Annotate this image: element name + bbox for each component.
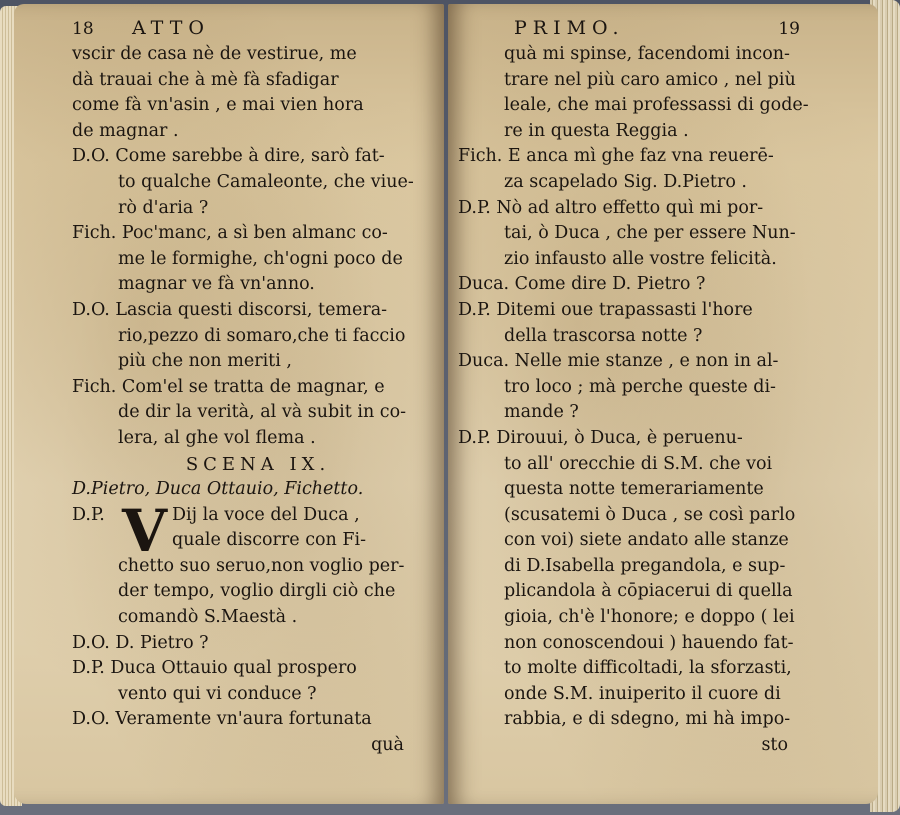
text-line: D.P. Ditemi oue trapassasti l'hore — [458, 299, 753, 320]
running-head: ATTO — [132, 17, 210, 39]
text-line: D.P. Nò ad altro effetto quì mi por- — [458, 197, 764, 218]
text-line: con voi) siete andato alle stanze — [504, 530, 789, 551]
text-line: D.O. D. Pietro ? — [72, 632, 209, 653]
drop-capital: V — [122, 496, 168, 565]
text-line: leale, che mai professassi di gode- — [504, 95, 809, 116]
text-line: rabbia, e di sdegno, mi hà impo- — [504, 709, 791, 730]
text-line: trare nel più caro amico , nel più — [504, 69, 796, 90]
text-line: dà trauai che à mè fà sfadigar — [72, 69, 339, 90]
text-line: magnar ve fà vn'anno. — [118, 274, 315, 295]
text-line: D.O. Come sarebbe à dire, sarò fat- — [72, 146, 385, 167]
catchword: sto — [761, 735, 788, 756]
text-line: mande ? — [504, 402, 579, 423]
text-line: zio infausto alle vostre felicità. — [504, 248, 777, 269]
running-head: PRIMO. — [514, 17, 625, 39]
catchword: quà — [371, 735, 404, 756]
text-line: de magnar . — [72, 120, 179, 141]
text-line: to molte difficoltadi, la sforzasti, — [504, 658, 792, 679]
text-line: (scusatemi ò Duca , se così parlo — [504, 504, 796, 525]
page-number: 19 — [778, 19, 800, 39]
text-line: vento qui vi conduce ? — [118, 683, 317, 704]
text-line: chetto suo seruo,non voglio per- — [118, 555, 405, 576]
text-line: di D.Isabella pregandola, e sup- — [504, 555, 786, 576]
text-line: comandò S.Maestà . — [118, 607, 298, 628]
text-line: Fich. Poc'manc, a sì ben almanc co- — [72, 223, 388, 244]
left-page — [14, 4, 444, 804]
text-line: della trascorsa notte ? — [504, 325, 703, 346]
page-number: 18 — [72, 19, 94, 39]
speaker-label: D.P. — [72, 504, 105, 525]
text-line: rò d'aria ? — [118, 197, 209, 218]
text-line: tro loco ; mà perche queste di- — [504, 376, 776, 397]
right-page — [448, 4, 878, 804]
text-line: come fà vn'asin , e mai vien hora — [72, 95, 364, 116]
text-line: D.P. Duca Ottauio qual prospero — [72, 658, 357, 679]
text-line: plicandola à cōpiacerui di quella — [504, 581, 793, 602]
text-line: Dij la voce del Duca , — [172, 504, 360, 525]
text-line: rio,pezzo di somaro,che ti faccio — [118, 325, 406, 346]
text-line: de dir la verità, al và subit in co- — [118, 402, 407, 423]
text-line: non conoscendoui ) hauendo fat- — [504, 632, 794, 653]
left-page-text — [72, 16, 434, 759]
text-line: Fich. E anca mì ghe faz vna reuerē- — [458, 146, 774, 167]
text-line: lera, al ghe vol flema . — [118, 427, 316, 448]
text-line: D.O. Lascia questi discorsi, temera- — [72, 299, 388, 320]
text-line: D.O. Veramente vn'aura fortunata — [72, 709, 372, 730]
text-line: gioia, ch'è l'honore; e doppo ( lei — [504, 607, 795, 628]
text-line: to qualche Camaleonte, che viue- — [118, 171, 414, 192]
text-line: der tempo, voglio dirgli ciò che — [118, 581, 396, 602]
text-line: za scapelado Sig. D.Pietro . — [504, 171, 747, 192]
right-header — [458, 16, 828, 42]
scene-title: SCENA IX. — [185, 453, 331, 475]
left-header — [72, 16, 434, 42]
text-line: me le formighe, ch'ogni poco de — [118, 248, 403, 269]
text-line: to all' orecchie di S.M. che voi — [504, 453, 773, 474]
text-line: Fich. Com'el se tratta de magnar, e — [72, 376, 385, 397]
right-page-text — [458, 16, 828, 759]
text-line: vscir de casa nè de vestirue, me — [72, 44, 357, 64]
text-line: questa notte temerariamente — [504, 479, 764, 500]
text-line: Duca. Nelle mie stanze , e non in al- — [458, 351, 779, 372]
text-line: onde S.M. inuiperito il cuore di — [504, 683, 781, 704]
text-line: quale discorre con Fi- — [172, 530, 367, 551]
text-line: tai, ò Duca , che per essere Nun- — [504, 223, 796, 244]
cast-list: D.Pietro, Duca Ottauio, Fichetto. — [72, 479, 364, 500]
text-line: D.P. Dirouui, ò Duca, è peruenu- — [458, 427, 743, 448]
text-line: Duca. Come dire D. Pietro ? — [458, 274, 706, 295]
text-line: re in questa Reggia . — [504, 120, 689, 141]
text-line: più che non meriti , — [118, 351, 292, 372]
text-line: quà mi spinse, facendomi incon- — [504, 44, 790, 64]
